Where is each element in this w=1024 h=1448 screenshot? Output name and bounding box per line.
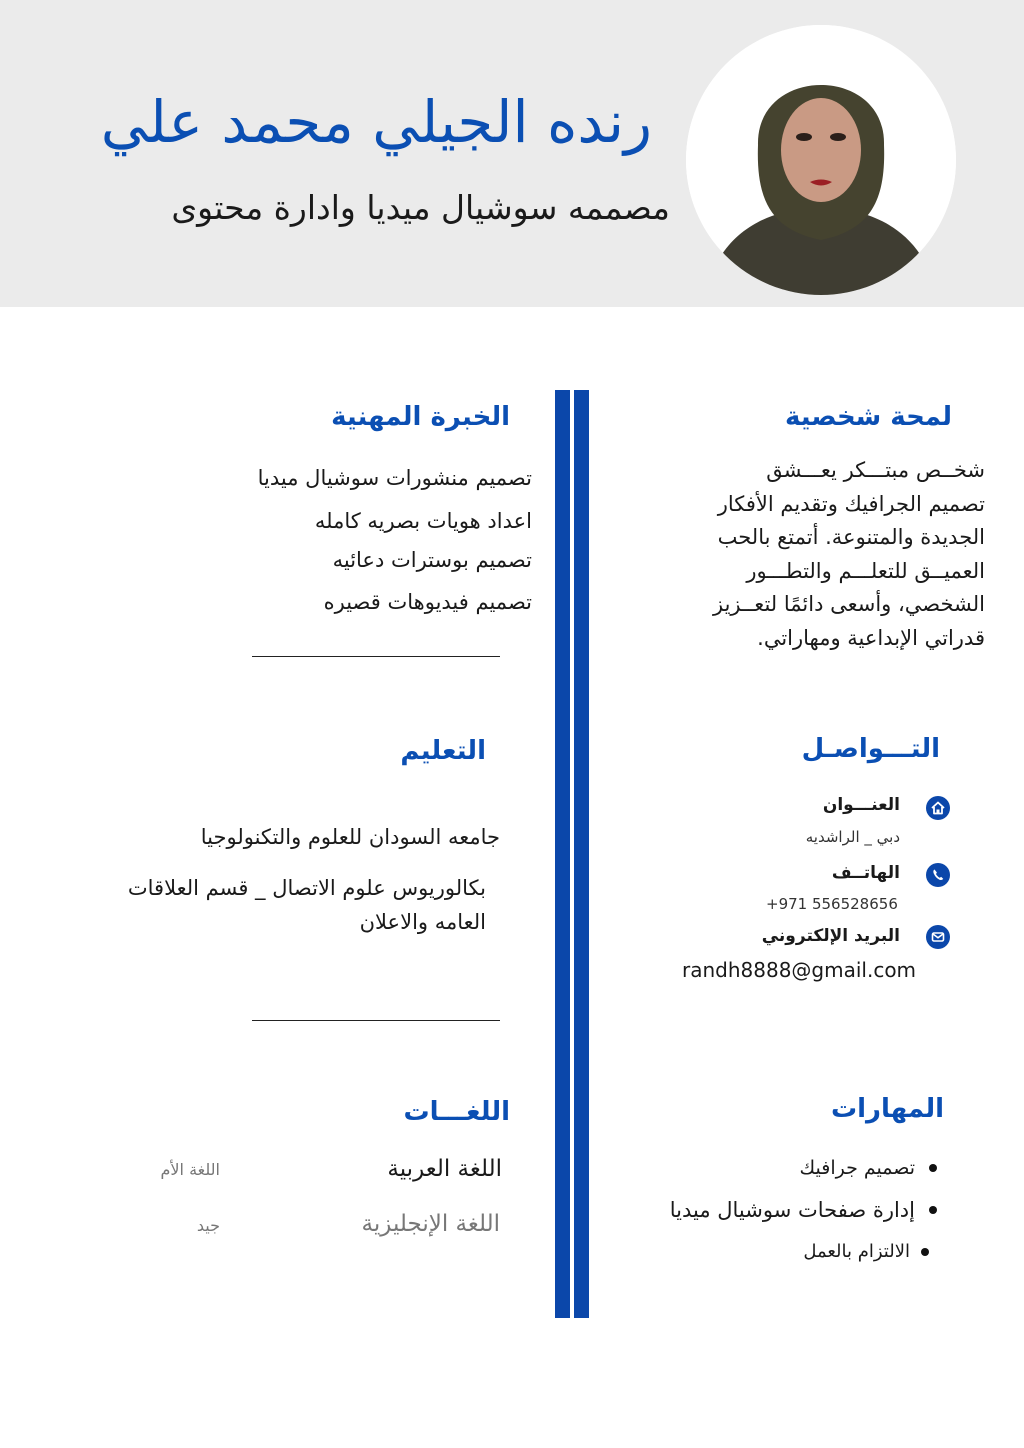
skill-item: الالتزام بالعمل [803, 1241, 910, 1262]
education-separator [252, 1020, 500, 1021]
bullet-icon [929, 1206, 937, 1214]
about-paragraph [713, 454, 985, 656]
home-icon [926, 796, 950, 820]
about-line: الجديدة والمتنوعة. أتمتع بالحب [717, 525, 985, 550]
address-label: العنـــوان [822, 795, 900, 815]
phone-value[interactable]: +971 556528656 [766, 895, 898, 913]
experience-item: تصميم بوسترات دعائيه [332, 548, 532, 572]
email-value[interactable]: randh8888@gmail.com [682, 958, 917, 982]
skill-item: تصميم جرافيك [799, 1157, 915, 1179]
envelope-icon [926, 925, 950, 949]
skills-heading: المهارات [830, 1094, 944, 1124]
education-degree-line: العامه والاعلان [359, 910, 486, 934]
profile-photo-illustration [686, 25, 956, 295]
languages-heading: اللغـــات [403, 1097, 510, 1127]
experience-item: اعداد هويات بصريه كامله [314, 509, 532, 533]
education-heading: التعليم [400, 736, 486, 766]
divider-bar-right [574, 390, 589, 1318]
divider-bar-left [555, 390, 570, 1318]
about-line: الشخصي، وأسعى دائمًا لتعــزيز [712, 592, 985, 617]
about-line: العميــق للتعلـــم والتطـــور [746, 558, 985, 583]
language-name: اللغة العربية [387, 1156, 502, 1182]
about-line: تصميم الجرافيك وتقديم الأفكار [717, 491, 985, 516]
experience-item: تصميم منشورات سوشيال ميديا [257, 466, 532, 490]
bullet-icon [929, 1164, 937, 1172]
experience-item: تصميم فيديوهات قصيره [323, 590, 532, 614]
education-university: جامعه السودان للعلوم والتكنولوجيا [200, 825, 500, 849]
phone-label: الهاتــف [831, 863, 900, 883]
address-value: دبي _ الراشديه [805, 828, 900, 846]
language-name: اللغة الإنجليزية [361, 1211, 500, 1237]
language-level: اللغة الأم [160, 1160, 220, 1179]
job-title: مصممه سوشيال ميديا وادارة محتوى [171, 188, 670, 227]
language-level: جيد [196, 1216, 220, 1235]
about-line: قدراتي الإبداعية ومهاراتي. [757, 625, 985, 650]
about-heading: لمحة شخصية [784, 402, 952, 432]
experience-heading: الخبرة المهنية [331, 402, 510, 432]
experience-separator [252, 656, 500, 657]
contact-heading: التـــواصـل [801, 734, 940, 764]
phone-icon [926, 863, 950, 887]
email-label: البريد الإلكتروني [761, 926, 900, 946]
skill-item: إدارة صفحات سوشيال ميديا [669, 1198, 915, 1222]
about-line: شخــص مبتـــكر يعـــشق [766, 458, 985, 482]
education-degree-line: بكالوريوس علوم الاتصال _ قسم العلاقات [127, 876, 486, 900]
bullet-icon [921, 1248, 929, 1256]
person-name: رنده الجيلي محمد علي [100, 88, 652, 156]
profile-photo [686, 25, 956, 295]
